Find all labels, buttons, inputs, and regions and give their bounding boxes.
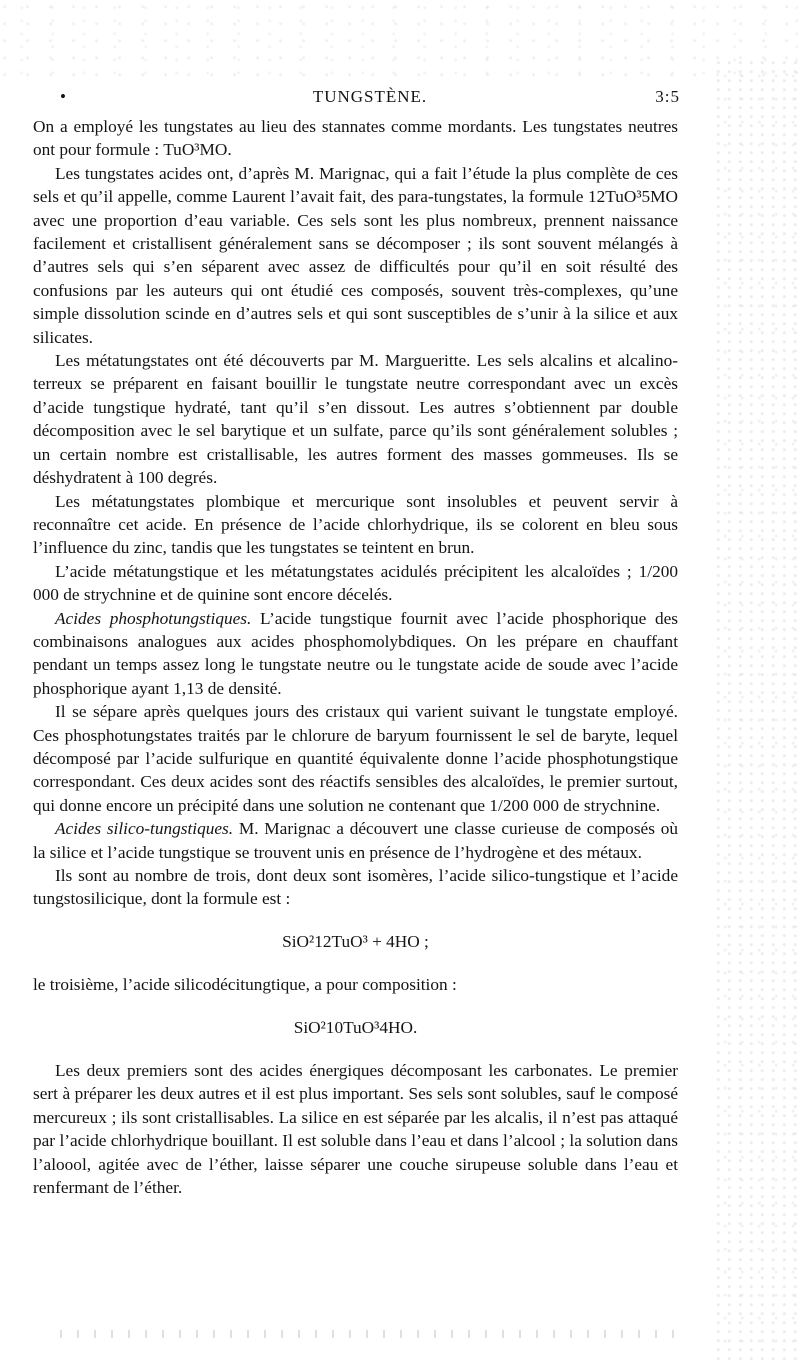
paragraph-silico-tungstiques — [33, 817, 678, 864]
paragraph-acides-energiques: Les deux premiers sont des acides énergiques décomposant les carbonates. Le premier sert à préparer les deux autres et il est plus important. Ses sels sont solubles, sauf le composé mercureux ; ils sont cristallisables. La silice en est séparée par les alcalis, il n’est pas attaqué par l’acide chlorhydrique bouillant. Il est soluble dans l’eau et dans l’alcool ; la solution dans l’aloool, agitée avec de l’éther, laisse séparer une couche sirupeuse soluble dans l’eau et renfermant de l’éther. — [33, 1061, 678, 1198]
paragraph-metatungstates: Les métatungstates ont été découverts par M. Margueritte. Les sels alcalins et alcalino-terreux se préparent en faisant bouillir le tungstate neutre correspondant avec un excès d’acide tungstique hydraté, tant qu’il s’en dissout. Les autres s’obtiennent par double décomposition avec le sel barytique et un sulfate, parce qu’ils sont généralement solubles ; un certain nombre est cristallisable, les autres forment des masses gommeuses. Ils se déshydratent à 100 degrés. — [33, 351, 678, 488]
paragraph-phosphotungstiques — [33, 607, 678, 701]
paragraph-acide-metatungstique: L’acide métatungstique et les métatungstates acidulés précipitent les alcaloïdes ; 1/200 000 de strychnine et de quinine sont encore décelés. — [33, 561, 678, 605]
scan-noise-bottom — [60, 1330, 680, 1338]
paragraph-cristaux: Il se sépare après quelques jours des cristaux qui varient suivant le tungstate employé. Ces phosphotungstates traités par le chlorure de baryum fournissent le sel de baryte, lequel décomposé par l’acide sulfurique en quantité équivalente donne l’acide phosphotungstique correspondant. Ces deux acides sont des réactifs sensibles des alcaloïdes, le premier surtout, qui donne encore un précipité dans une solution ne contenant que 1/200 000 de strychnine. — [33, 702, 678, 815]
page-number: 3:5 — [655, 87, 680, 106]
header-mark: • — [60, 87, 67, 106]
formula-silicodecitungtique: SiO²10TuO³4HO. — [293, 1017, 418, 1037]
section-title-phosphotungstiques: Acides phosphotungstiques. — [55, 608, 252, 628]
running-header — [60, 85, 680, 111]
paragraph-phosphotungstiques-body: L’acide tungstique fournit avec l’acide phosphorique des combinaisons analogues aux acides phosphomolybdiques. On les prépare en chauffant pendant un temps assez long le tungstate neutre ou le tungstate acide de soude avec l’acide phosphorique ayant 1,13 de densité. — [33, 608, 678, 698]
paragraph-silico-tungstiques-body: M. Marignac a découvert une classe curieuse de composés où la silice et l’acide tungstique se trouvent unis en présence de l’hydrogène et des métaux. — [33, 819, 678, 862]
section-title-silico-tungstiques: Acides silico-tungstiques. — [55, 819, 234, 839]
paragraph-trois-acides: Ils sont au nombre de trois, dont deux sont isomères, l’acide silico-tungstique et l’acide tungstosilicique, dont la formule est : — [33, 866, 678, 909]
paragraph-troisieme: le troisième, l’acide silicodécitungtique, a pour composition : — [33, 975, 457, 995]
scan-noise-right-margin — [715, 60, 800, 1360]
formula-silico-tungstique: SiO²12TuO³ + 4HO ; — [282, 931, 429, 951]
page-title: TUNGSTÈNE. — [312, 87, 428, 106]
scan-noise-top — [0, 0, 800, 80]
paragraph-tungstates-mordants: On a employé les tungstates au lieu des stannates comme mordants. Les tungstates neutres ont pour formule : TuO³MO. — [33, 117, 678, 160]
paragraph-metatungstates-plombique: Les métatungstates plombique et mercurique sont insolubles et peuvent servir à reconnaître cet acide. En présence de l’acide chlorhydrique, ils se colorent en bleu sous l’influence du zinc, tandis que les tungstates se teintent en brun. — [33, 491, 678, 558]
paragraph-tungstates-acides: Les tungstates acides ont, d’après M. Marignac, qui a fait l’étude la plus complète de ces sels et qu’il appelle, comme Laurent l’avait fait, des para-tungstates, la formule 12TuO³5MO avec une proportion d’eau variable. Ces sels sont les plus nombreux, prennent naissance facilement et cristallisent généralement sans se décomposer ; ils sont souvent mélangés à d’autres sels qui s’en séparent avec assez de difficultés pour qu’il en soit résulté des confusions par les auteurs qui ont étudié ces composés, souvent très-complexes, qu’une simple dissolution scinde en d’autres sels et qui sont susceptibles de s’unir à la silice et aux silicates. — [33, 163, 678, 347]
page-body — [33, 115, 678, 1199]
